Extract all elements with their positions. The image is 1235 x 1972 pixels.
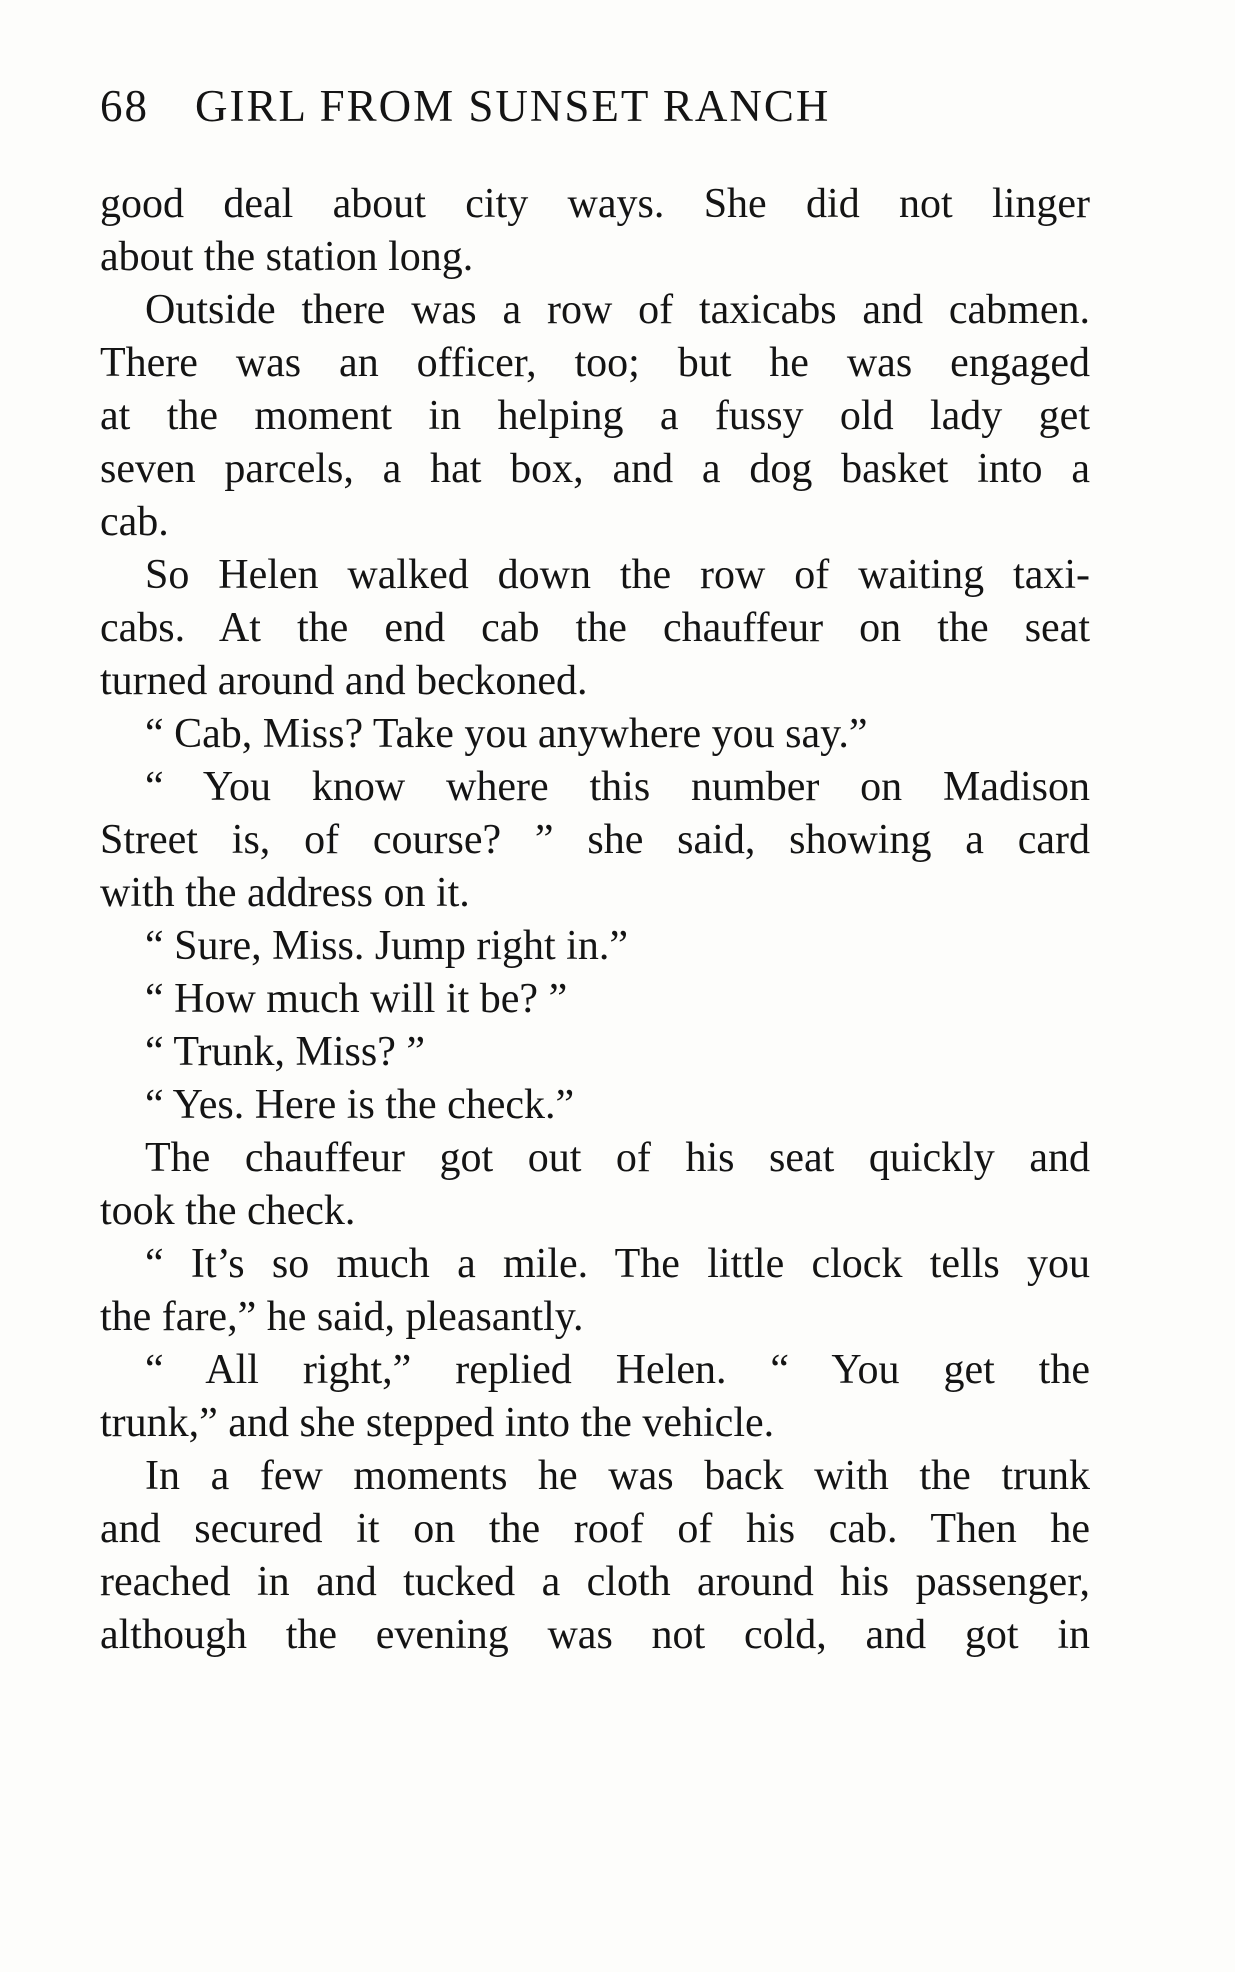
text-line: Outside there was a row of taxicabs and cabmen. bbox=[145, 287, 1090, 333]
running-title: GIRL FROM SUNSET RANCH bbox=[195, 81, 831, 131]
text-line: cab. bbox=[100, 499, 169, 545]
text-line: In a few moments he was back with the trunk bbox=[145, 1453, 1090, 1499]
text-line: reached in and tucked a cloth around his passenger, bbox=[100, 1559, 1090, 1605]
text-line: The chauffeur got out of his seat quickly and bbox=[145, 1135, 1090, 1181]
text-line: took the check. bbox=[100, 1188, 356, 1234]
text-line: “ It’s so much a mile. The little clock tells you bbox=[145, 1241, 1090, 1287]
text-line: seven parcels, a hat box, and a dog basket into a bbox=[100, 446, 1090, 492]
text-line: “ All right,” replied Helen. “ You get the bbox=[145, 1347, 1090, 1393]
text-line: “ Cab, Miss? Take you anywhere you say.” bbox=[145, 711, 868, 757]
text-line: and secured it on the roof of his cab. Then he bbox=[100, 1506, 1090, 1552]
text-line: although the evening was not cold, and got in bbox=[100, 1612, 1090, 1658]
body-text bbox=[100, 178, 1090, 1662]
text-line: cabs. At the end cab the chauffeur on the seat bbox=[100, 605, 1090, 651]
text-line: “ How much will it be? ” bbox=[145, 976, 568, 1022]
text-line: “ Trunk, Miss? ” bbox=[145, 1029, 426, 1075]
page-number: 68 bbox=[100, 81, 149, 131]
text-line: at the moment in helping a fussy old lady get bbox=[100, 393, 1090, 439]
text-line: “ You know where this number on Madison bbox=[145, 764, 1090, 810]
text-line: “ Sure, Miss. Jump right in.” bbox=[145, 923, 628, 969]
text-line: with the address on it. bbox=[100, 870, 470, 916]
text-line: So Helen walked down the row of waiting taxi- bbox=[145, 552, 1090, 598]
text-line: the fare,” he said, pleasantly. bbox=[100, 1294, 584, 1340]
running-head bbox=[100, 80, 1100, 150]
text-line: turned around and beckoned. bbox=[100, 658, 588, 704]
text-line: “ Yes. Here is the check.” bbox=[145, 1082, 575, 1128]
text-line: Street is, of course? ” she said, showing a card bbox=[100, 817, 1090, 863]
text-line: about the station long. bbox=[100, 234, 474, 280]
text-line: good deal about city ways. She did not linger bbox=[100, 181, 1090, 227]
text-line: trunk,” and she stepped into the vehicle. bbox=[100, 1400, 775, 1446]
text-line: There was an officer, too; but he was engaged bbox=[100, 340, 1090, 386]
